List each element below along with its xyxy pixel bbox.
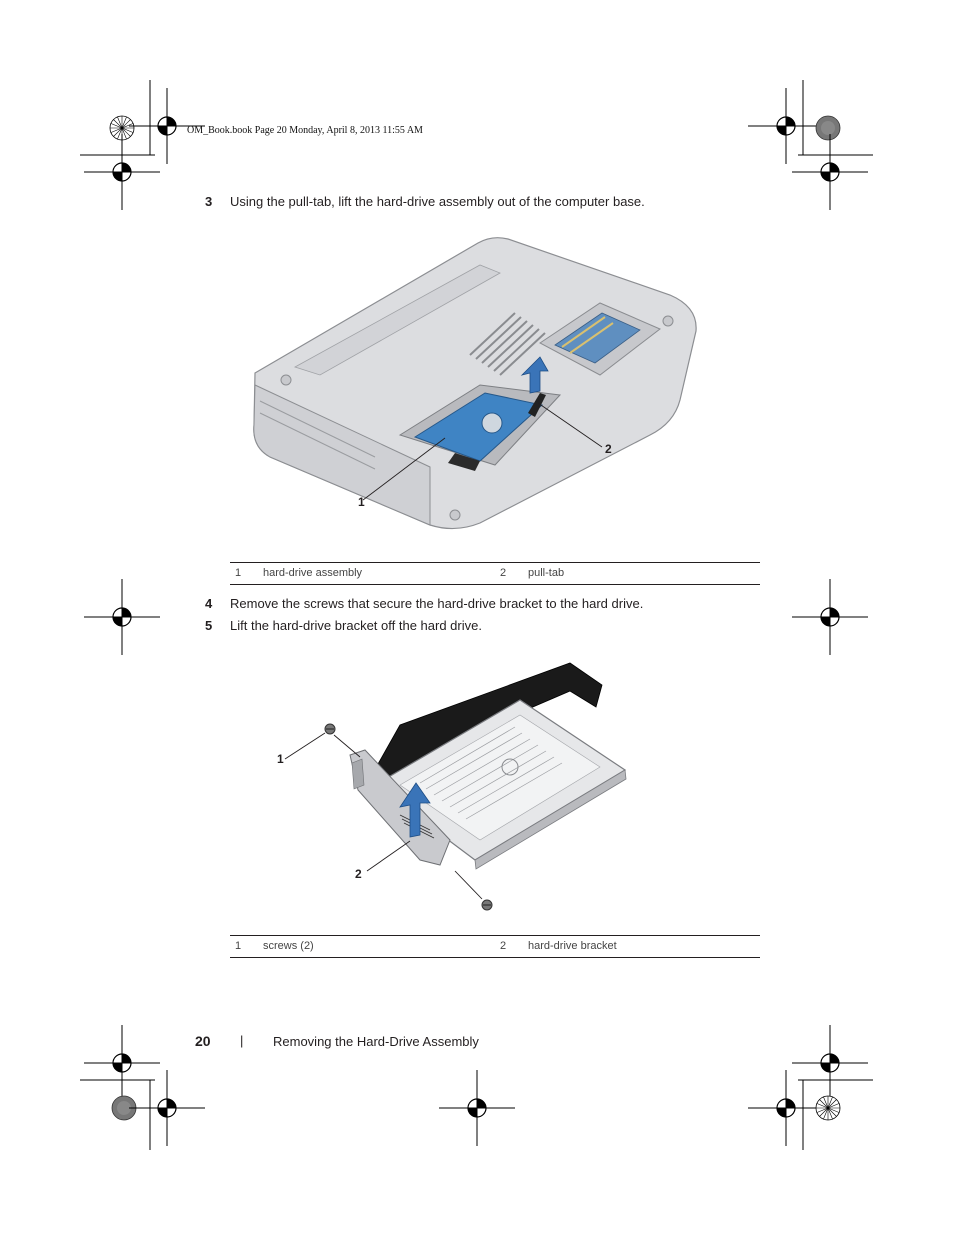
step-text: Remove the screws that secure the hard-drive bracket to the hard drive. xyxy=(230,596,644,611)
legend-label: hard-drive assembly xyxy=(263,567,363,579)
legend-label: hard-drive bracket xyxy=(528,940,617,952)
screw-top xyxy=(325,724,360,757)
hard-drive-bracket-illustration xyxy=(270,655,650,925)
step-4 xyxy=(205,596,725,614)
step-text: Lift the hard-drive bracket off the hard drive. xyxy=(230,618,482,633)
step-number: 5 xyxy=(205,618,213,633)
step-3 xyxy=(205,194,725,212)
legend-num: 2 xyxy=(500,567,507,579)
legend-num: 1 xyxy=(235,940,242,952)
legend-num: 2 xyxy=(500,940,507,952)
step-text: Using the pull-tab, lift the hard-drive assembly out of the computer base. xyxy=(230,194,645,209)
figure1-legend xyxy=(230,562,760,585)
callout-2-pull-tab: 2 xyxy=(605,442,612,456)
figure2-legend xyxy=(230,935,760,958)
page-number: 20 xyxy=(195,1033,211,1049)
step-number: 3 xyxy=(205,194,213,209)
footer-section-title: Removing the Hard-Drive Assembly xyxy=(273,1034,479,1049)
laptop-base-illustration xyxy=(230,225,730,545)
legend-label: screws (2) xyxy=(263,940,314,952)
callout-2-hard-drive-bracket: 2 xyxy=(355,867,362,881)
callout-1-hard-drive-assembly: 1 xyxy=(358,495,365,509)
footer-separator: | xyxy=(240,1033,244,1048)
print-slug-line: OM_Book.book Page 20 Monday, April 8, 2013 11:55 AM xyxy=(187,125,423,136)
step-number: 4 xyxy=(205,596,213,611)
legend-label: pull-tab xyxy=(528,567,565,579)
step-5 xyxy=(205,618,725,636)
callout-1-screws: 1 xyxy=(277,752,284,766)
screw-bottom xyxy=(455,871,492,910)
legend-num: 1 xyxy=(235,567,242,579)
